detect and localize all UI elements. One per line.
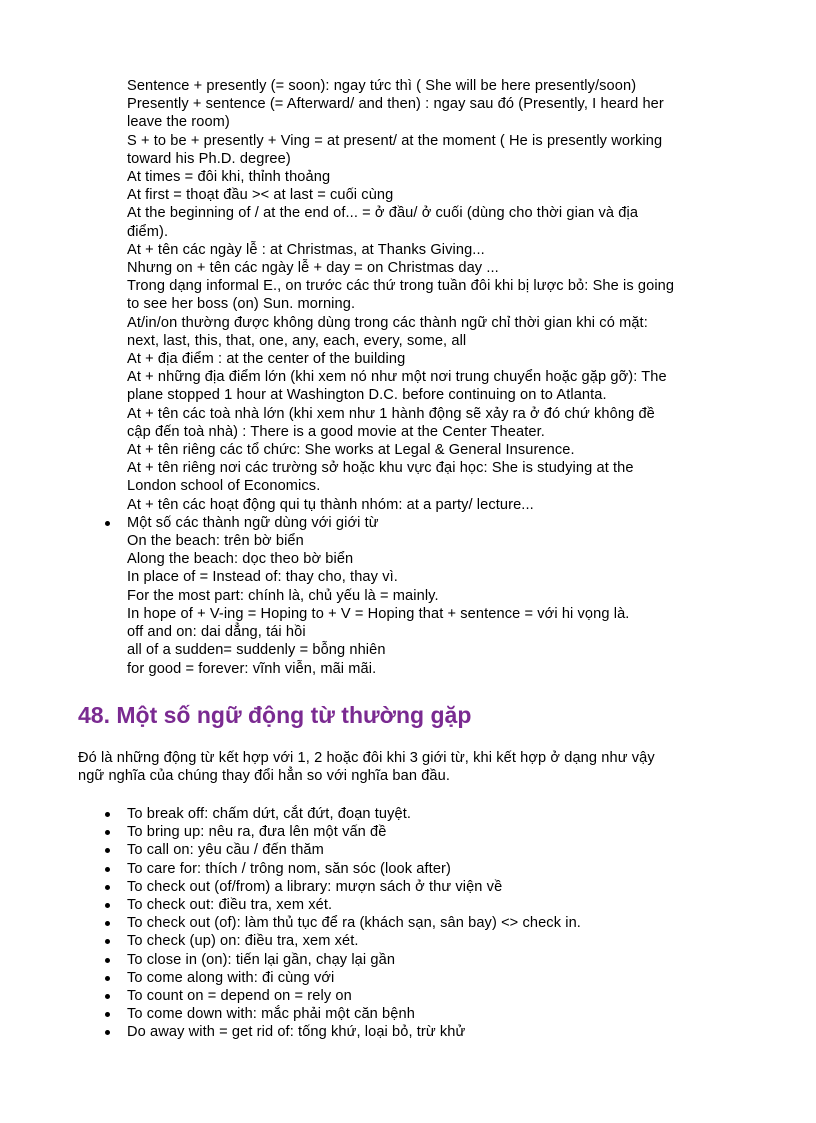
idiom-line: all of a sudden= suddenly = bỗng nhiên [127,642,386,659]
list-item: To check (up) on: điều tra, xem xét. [127,932,581,950]
idiom-line: On the beach: trên bờ biển [127,533,304,550]
text-line: At the beginning of / at the end of... = ở đầu/ ở cuối (dùng cho thời gian và địa [127,205,639,222]
list-item: To come along with: đi cùng với [127,969,581,987]
text-line: Presently + sentence (= Afterward/ and then) : ngay sau đó (Presently, I heard her [127,96,664,113]
text-line: to see her boss (on) Sun. morning. [127,296,356,313]
text-line: S + to be + presently + Ving = at present/ at the moment ( He is presently working [127,132,663,149]
text-line: At + tên các toà nhà lớn (khi xem như 1 hành động sẽ xảy ra ở đó chứ không đề [127,405,655,422]
section-intro [78,749,655,785]
text-line: plane stopped 1 hour at Washington D.C. before continuing on to Atlanta. [127,387,607,404]
list-item: To check out (of/from) a library: mượn sách ở thư viện về [127,878,581,896]
list-item: To bring up: nêu ra, đưa lên một vấn đề [127,823,581,841]
usage-notes [127,77,674,678]
text-line: At first = thoạt đầu >< at last = cuối cùng [127,187,394,204]
idiom-line: Along the beach: dọc theo bờ biển [127,551,354,568]
idiom-line: for good = forever: vĩnh viễn, mãi mãi. [127,660,377,677]
intro-line: Đó là những động từ kết hợp với 1, 2 hoặc đôi khi 3 giới từ, khi kết hợp ở dạng như vậy [78,750,655,766]
text-line: Nhưng on + tên các ngày lễ + day = on Christmas day ... [127,260,499,277]
text-line: Sentence + presently (= soon): ngay tức thì ( She will be here presently/soon) [127,78,637,94]
text-line: At/in/on thường được không dùng trong các thành ngữ chỉ thời gian khi có mặt: [127,314,648,331]
text-line: At + tên riêng nơi các trường sở hoặc khu vực đại học: She is studying at the [127,460,634,477]
text-line: leave the room) [127,114,230,131]
list-item: To check out: điều tra, xem xét. [127,896,581,914]
section-title: 48. Một số ngữ động từ thường gặp [78,702,472,728]
text-line: At + những địa điểm lớn (khi xem nó như một nơi trung chuyển hoặc gặp gỡ): The [127,369,667,386]
list-item: To call on: yêu cầu / đến thăm [127,841,581,859]
text-line: At + tên riêng các tổ chức: She works at Legal & General Insurence. [127,442,575,459]
text-line: Trong dạng informal E., on trước các thứ trong tuần đôi khi bị lược bỏ: She is going [127,278,675,295]
idioms-bullet: Một số các thành ngữ dùng với giới từ [127,514,674,532]
idiom-line: off and on: dai dẳng, tái hồi [127,624,306,641]
list-item: Do away with = get rid of: tống khứ, loại bỏ, trừ khử [127,1023,581,1041]
list-item: To check out (of): làm thủ tục để ra (khách sạn, sân bay) <> check in. [127,915,581,932]
text-line: At + tên các ngày lễ : at Christmas, at Thanks Giving... [127,241,485,258]
idiom-line: In place of = Instead of: thay cho, thay vì. [127,569,398,586]
text-line: toward his Ph.D. degree) [127,150,291,167]
list-item: To close in (on): tiến lại gần, chạy lại gần [127,951,581,969]
text-line: At + địa điểm : at the center of the building [127,351,406,368]
idiom-line: For the most part: chính là, chủ yếu là = mainly. [127,587,439,604]
text-line: next, last, this, that, one, any, each, every, some, all [127,332,467,349]
idiom-line: In hope of + V-ing = Hoping to + V = Hoping that + sentence = với hi vọng là. [127,605,630,622]
text-line: London school of Economics. [127,478,321,495]
list-item: To come down with: mắc phải một căn bệnh [127,1005,581,1023]
list-item: To care for: thích / trông nom, săn sóc (look after) [127,860,581,878]
list-item: To break off: chấm dứt, cắt đứt, đoạn tuyệt. [127,805,581,823]
intro-line: ngữ nghĩa của chúng thay đổi hẳn so với nghĩa ban đầu. [78,768,451,785]
text-line: điểm). [127,223,169,240]
text-line: At + tên các hoạt động qui tụ thành nhóm: at a party/ lecture... [127,496,534,513]
list-item: To count on = depend on = rely on [127,987,581,1005]
text-line: At times = đôi khi, thỉnh thoảng [127,169,331,186]
text-line: cập đến toà nhà) : There is a good movie at the Center Theater. [127,423,545,440]
phrasal-verb-list [127,805,581,1042]
